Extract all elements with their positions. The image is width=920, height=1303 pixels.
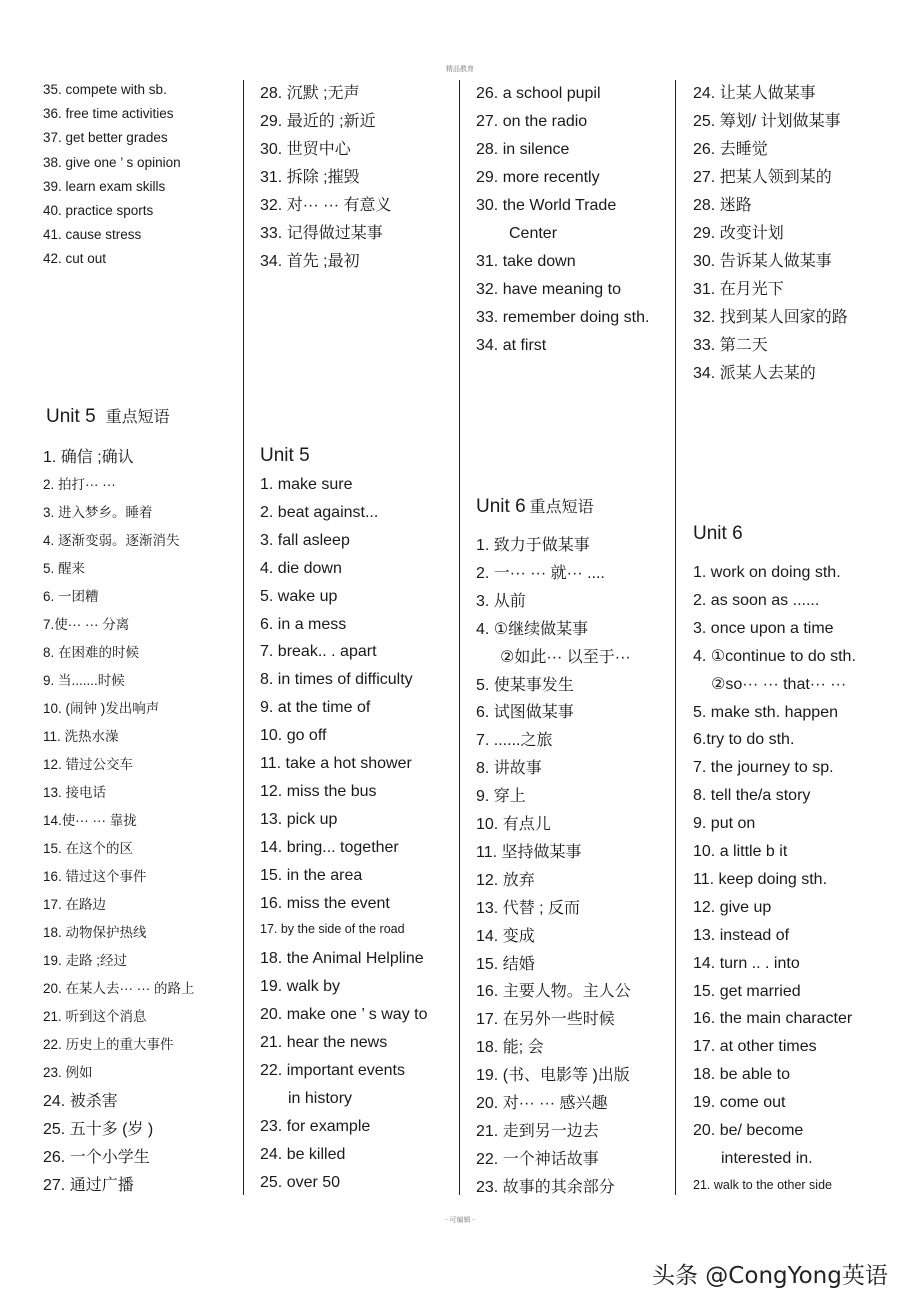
list-item: 22. 历史上的重大事件 (43, 1037, 174, 1052)
unit-title: Unit 5 (260, 445, 310, 466)
list-item: 1. make sure (260, 476, 353, 493)
page-footer: - 可编辑 - (445, 1217, 475, 1224)
list-item: 33. 第二天 (693, 337, 768, 354)
list-item: 3. fall asleep (260, 531, 350, 549)
list-item: 29. 最近的 ;新近 (260, 113, 376, 130)
list-item: 15. 结婚 (476, 955, 535, 973)
watermark-text: 头条 @CongYong英语 (652, 1263, 888, 1289)
list-item: 8. 在困难的时候 (43, 645, 140, 660)
column-divider (243, 80, 244, 1195)
list-item: 32. have meaning to (476, 281, 621, 298)
list-item: 15. 在这个的区 (43, 841, 134, 856)
list-item: 19. 走路 ;经过 (43, 953, 128, 968)
list-item: 16. 错过这个事件 (43, 869, 147, 884)
list-item: 1. 确信 ;确认 (43, 449, 134, 466)
list-item: 4. 逐渐变弱。逐渐消失 (43, 533, 180, 548)
list-item: 36. free time activities (43, 106, 174, 122)
list-item: 19. (书、电影等 )出版 (476, 1067, 630, 1085)
list-item: 21. walk to the other side (693, 1177, 832, 1192)
list-item: ②so··· ··· that··· ··· (711, 675, 847, 693)
list-item: 8. 讲故事 (476, 760, 542, 778)
list-item: 23. 例如 (43, 1065, 93, 1080)
list-item: 13. 接电话 (43, 785, 107, 800)
list-item: 42. cut out (43, 251, 107, 267)
list-item: 4. die down (260, 559, 342, 577)
list-item: 21. hear the news (260, 1034, 388, 1051)
list-item: 20. 对··· ··· 感兴趣 (476, 1095, 608, 1112)
list-item: 32. 找到某人回家的路 (693, 309, 848, 326)
list-item: 14. 变成 (476, 927, 535, 945)
list-item: 16. miss the event (260, 894, 390, 912)
unit-heading (260, 446, 310, 465)
list-item: 23. 故事的其余部分 (476, 1178, 615, 1196)
list-item: 6. 试图做某事 (476, 704, 574, 722)
list-item: 10. go off (260, 727, 327, 745)
list-item: 27. 把某人领到某的 (693, 169, 832, 186)
list-item: 30. the World Trade (476, 197, 617, 214)
list-item: 24. be killed (260, 1145, 346, 1163)
list-item: 40. practice sports (43, 203, 154, 218)
unit-title: Unit 6 (476, 496, 526, 517)
list-item: 20. 在某人去··· ··· 的路上 (43, 981, 195, 996)
list-item: 35. compete with sb. (43, 82, 167, 97)
list-item: 11. 坚持做某事 (476, 843, 582, 861)
list-item: 22. important events (260, 1061, 405, 1079)
list-item: 12. 放弃 (476, 871, 535, 889)
list-item: 5. 醒来 (43, 561, 86, 576)
list-item: 2. 一··· ··· 就··· .... (476, 564, 605, 582)
list-item: 39. learn exam skills (43, 178, 166, 194)
list-item: 10. 有点儿 (476, 816, 551, 833)
list-item: 31. 在月光下 (693, 281, 784, 298)
list-item: 30. 世贸中心 (260, 141, 351, 158)
list-item: 13. pick up (260, 810, 338, 828)
list-item: 9. 穿上 (476, 788, 526, 806)
list-item: 7. ......之旅 (476, 732, 553, 750)
list-item: 5. make sth. happen (693, 703, 838, 721)
list-item: 38. give one ’ s opinion (43, 154, 181, 170)
list-item: 11. 洗热水澡 (43, 729, 119, 744)
list-item: 28. in silence (476, 141, 570, 158)
list-item: 34. 派某人去某的 (693, 365, 816, 382)
list-item: 13. instead of (693, 926, 790, 944)
list-item: 37. get better grades (43, 130, 168, 146)
column-4 (693, 0, 913, 1200)
list-item: 19. come out (693, 1094, 786, 1112)
list-item: 20. be/ become (693, 1122, 804, 1139)
column-2 (260, 0, 458, 1200)
list-item: in history (288, 1089, 353, 1107)
list-item: 29. more recently (476, 169, 600, 186)
list-item: 33. remember doing sth. (476, 309, 650, 326)
list-item: 12. 错过公交车 (43, 757, 134, 772)
list-item: 5. 使某事发生 (476, 676, 574, 694)
list-item: 11. take a hot shower (260, 755, 412, 772)
column-divider (675, 80, 676, 1195)
list-item: 1. 致力于做某事 (476, 537, 590, 554)
list-item: 4. ①继续做某事 (476, 620, 589, 638)
list-item: 14. bring... together (260, 838, 399, 856)
page-header: 精品教育 (446, 66, 474, 73)
list-item: 18. the Animal Helpline (260, 950, 424, 968)
list-item: 30. 告诉某人做某事 (693, 253, 832, 270)
list-item: 14.使··· ··· 靠拢 (43, 813, 137, 828)
list-item: 10. a little b it (693, 843, 788, 860)
list-item: 6. in a mess (260, 615, 347, 633)
list-item: 28. 沉默 ;无声 (260, 85, 360, 102)
list-item: 26. 去睡觉 (693, 141, 768, 158)
list-item: 8. in times of difficulty (260, 671, 413, 689)
list-item: 34. at first (476, 337, 547, 354)
list-item: 14. turn .. . into (693, 954, 800, 972)
list-item: 17. by the side of the road (260, 922, 405, 937)
list-item: 27. on the radio (476, 113, 588, 130)
list-item: 2. beat against... (260, 503, 379, 521)
list-item: 24. 让某人做某事 (693, 85, 816, 102)
list-item: ②如此··· 以至于··· (500, 648, 631, 666)
list-item: 4. ①continue to do sth. (693, 647, 856, 665)
list-item: 26. a school pupil (476, 85, 601, 102)
list-item: 21. 走到另一边去 (476, 1122, 599, 1140)
list-item: 2. as soon as ...... (693, 591, 820, 609)
list-item: 9. put on (693, 815, 756, 833)
list-item: 19. walk by (260, 978, 341, 996)
list-item: 25. 五十多 (岁 ) (43, 1121, 154, 1138)
list-item: 1. work on doing sth. (693, 564, 841, 581)
list-item: 24. 被杀害 (43, 1093, 118, 1110)
list-item: 16. the main character (693, 1010, 853, 1028)
list-item: 7. break.. . apart (260, 643, 377, 661)
list-item: 12. miss the bus (260, 782, 377, 800)
list-item: 18. 能; 会 (476, 1039, 544, 1057)
list-item: 15. in the area (260, 866, 363, 884)
list-item: 11. keep doing sth. (693, 870, 828, 888)
list-item: 34. 首先 ;最初 (260, 253, 360, 270)
list-item: 10. (闹钟 )发出响声 (43, 701, 160, 716)
list-item: 25. over 50 (260, 1173, 341, 1191)
list-item: 2. 拍打··· ··· (43, 477, 116, 492)
list-item: 21. 听到这个消息 (43, 1009, 147, 1024)
list-item: 22. 一个神话故事 (476, 1150, 599, 1168)
list-item: 9. at the time of (260, 699, 371, 717)
list-item: 29. 改变计划 (693, 225, 784, 242)
list-item: 41. cause stress (43, 227, 142, 243)
list-item: 17. 在另外一些时候 (476, 1011, 615, 1029)
unit-heading (476, 497, 594, 516)
list-item: 5. wake up (260, 587, 338, 605)
list-item: 18. 动物保护热线 (43, 925, 147, 940)
unit-subtitle: 重点短语 (529, 499, 594, 516)
list-item: 33. 记得做过某事 (260, 225, 383, 242)
list-item: 27. 通过广播 (43, 1177, 134, 1194)
list-item: Center (509, 225, 558, 242)
column-3 (476, 0, 674, 1200)
list-item: 9. 当.......时候 (43, 673, 125, 688)
list-item: 25. 筹划/ 计划做某事 (693, 113, 841, 130)
list-item: 23. for example (260, 1117, 371, 1135)
list-item: 31. 拆除 ;摧毁 (260, 169, 360, 186)
list-item: 16. 主要人物。主人公 (476, 983, 631, 1001)
list-item: 3. 进入梦乡。睡着 (43, 505, 153, 520)
list-item: 28. 迷路 (693, 197, 752, 214)
list-item: 3. 从前 (476, 592, 526, 610)
unit-title: Unit 6 (693, 523, 743, 544)
unit-heading (693, 524, 743, 543)
list-item: 31. take down (476, 253, 576, 270)
list-item: 17. at other times (693, 1038, 817, 1056)
list-item: 3. once upon a time (693, 619, 834, 637)
list-item: 8. tell the/a story (693, 787, 811, 805)
list-item: 17. 在路边 (43, 897, 107, 912)
list-item: 6. 一团糟 (43, 589, 99, 604)
list-item: 13. 代替 ; 反而 (476, 899, 581, 917)
list-item: 15. get married (693, 982, 801, 1000)
list-item: interested in. (721, 1149, 813, 1167)
unit-heading (46, 407, 170, 426)
list-item: 18. be able to (693, 1066, 790, 1084)
unit-title: Unit 5 (46, 406, 96, 427)
column-1 (43, 0, 241, 1200)
list-item: 12. give up (693, 898, 772, 916)
list-item: 32. 对··· ··· 有意义 (260, 197, 392, 214)
list-item: 7.使··· ··· 分离 (43, 617, 130, 632)
list-item: 26. 一个小学生 (43, 1149, 150, 1166)
list-item: 20. make one ’ s way to (260, 1006, 428, 1024)
list-item: 7. the journey to sp. (693, 759, 834, 777)
unit-subtitle: 重点短语 (105, 409, 170, 426)
list-item: 6.try to do sth. (693, 731, 795, 749)
column-divider (459, 80, 460, 1195)
